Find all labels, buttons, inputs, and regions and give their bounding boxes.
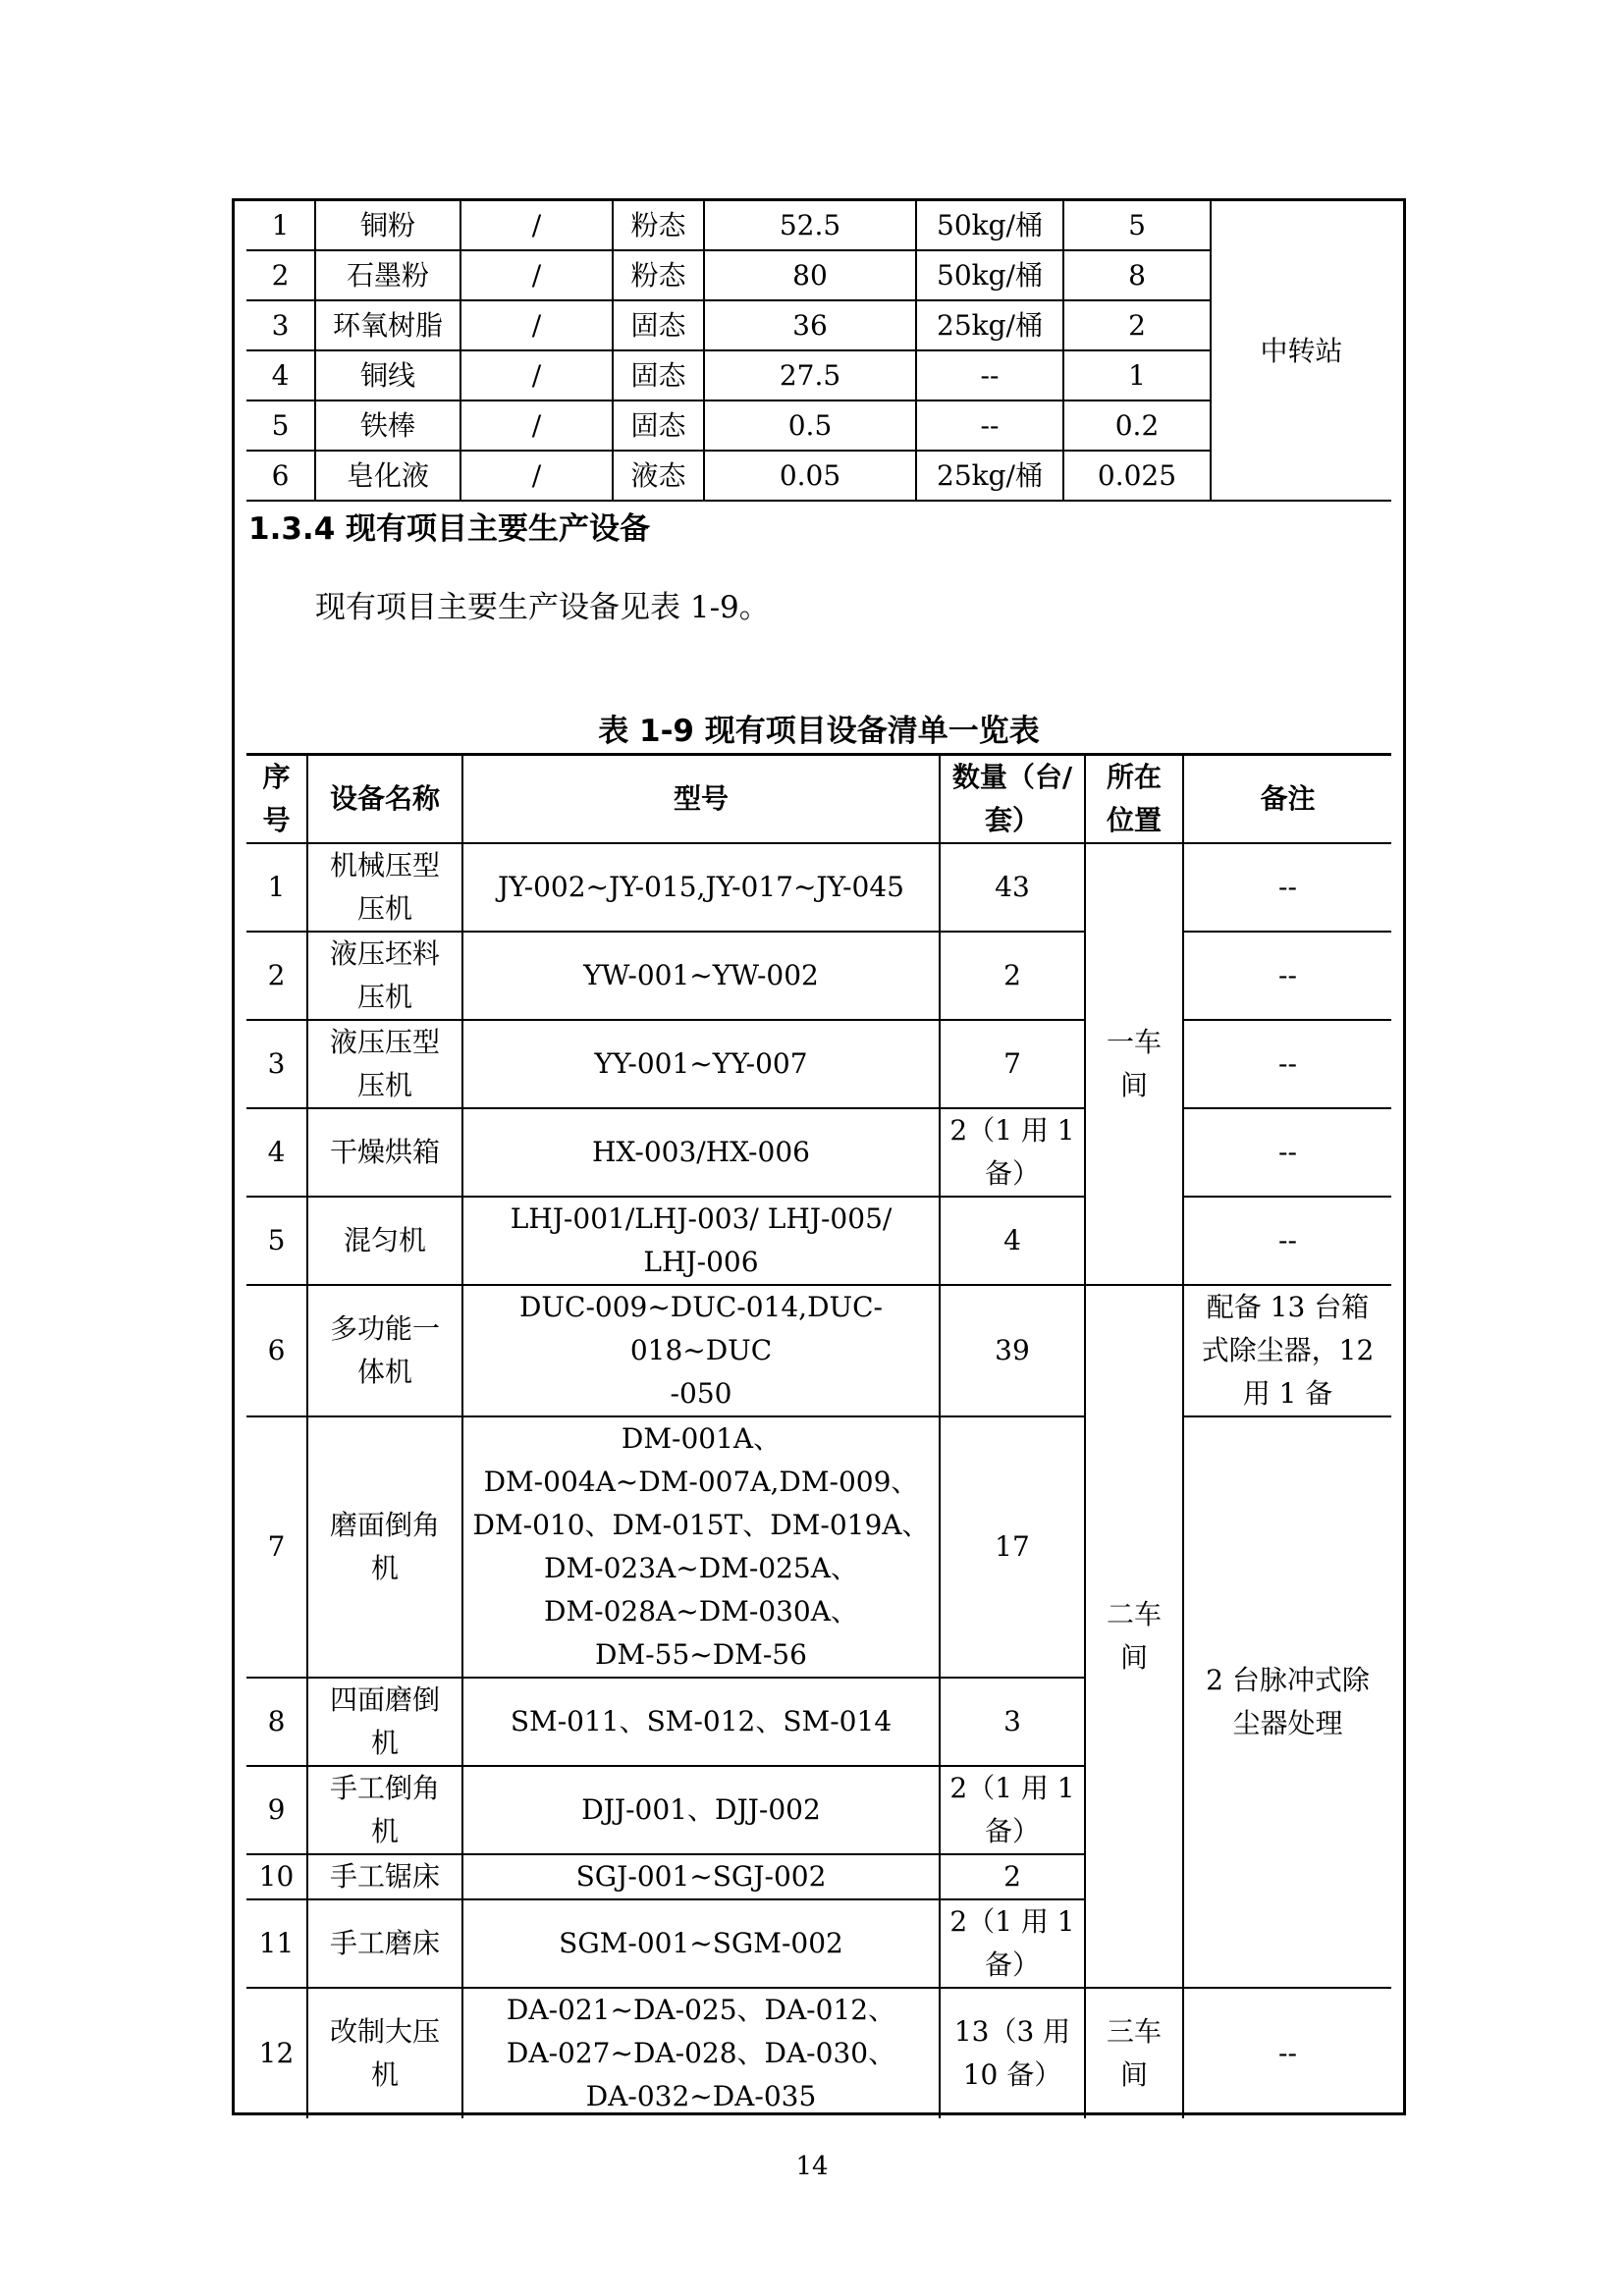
equipment-no-cell: 10 — [246, 1854, 307, 1899]
equipment-name-cell: 多功能一 体机 — [307, 1285, 462, 1416]
raw-material-table — [246, 201, 1391, 502]
material-state-cell: 固态 — [613, 300, 704, 350]
material-state-cell: 粉态 — [613, 250, 704, 300]
equipment-name-cell: 混匀机 — [307, 1197, 462, 1285]
material-name-cell: 石墨粉 — [315, 250, 460, 300]
material-spec-cell: / — [460, 451, 613, 501]
equipment-model-cell: LHJ-001/LHJ-003/ LHJ-005/ LHJ-006 — [462, 1197, 940, 1285]
material-name-cell: 皂化液 — [315, 451, 460, 501]
storage-location-cell: 中转站 — [1211, 201, 1391, 501]
equipment-no-cell: 6 — [246, 1285, 307, 1416]
equipment-name-cell: 液压坯料 压机 — [307, 932, 462, 1020]
equipment-name-cell: 手工锯床 — [307, 1854, 462, 1899]
equipment-name-cell: 干燥烘箱 — [307, 1108, 462, 1197]
material-pack-cell: 25kg/桶 — [916, 451, 1063, 501]
material-pack-cell: 50kg/桶 — [916, 250, 1063, 300]
material-pack-cell: -- — [916, 400, 1063, 451]
material-amount-cell: 0.05 — [704, 451, 916, 501]
material-name-cell: 铜线 — [315, 350, 460, 400]
equipment-qty-cell: 7 — [940, 1020, 1085, 1108]
material-amount-cell: 36 — [704, 300, 916, 350]
equipment-name-cell: 磨面倒角 机 — [307, 1416, 462, 1678]
header-location: 所在 位置 — [1085, 756, 1183, 843]
table-row — [246, 843, 1391, 932]
equipment-qty-cell: 39 — [940, 1285, 1085, 1416]
table-row — [246, 1197, 1391, 1285]
header-note: 备注 — [1183, 756, 1391, 843]
table-row — [246, 1285, 1391, 1416]
equipment-qty-cell: 3 — [940, 1678, 1085, 1766]
material-spec-cell: / — [460, 300, 613, 350]
location-cell: 三车 间 — [1085, 1988, 1183, 2118]
equipment-no-cell: 8 — [246, 1678, 307, 1766]
equipment-qty-cell: 2（1 用 1 备） — [940, 1108, 1085, 1197]
material-spec-cell: / — [460, 350, 613, 400]
equipment-no-cell: 3 — [246, 1020, 307, 1108]
equipment-name-cell: 液压压型 压机 — [307, 1020, 462, 1108]
material-pack-cell: -- — [916, 350, 1063, 400]
table-title: 表 1-9 现有项目设备清单一览表 — [598, 714, 1040, 749]
material-no-cell: 4 — [246, 350, 315, 400]
page-frame — [232, 198, 1406, 2115]
material-name-cell: 铜粉 — [315, 201, 460, 250]
header-row — [246, 756, 1391, 843]
note-cell: 配备 13 台箱 式除尘器，12 用 1 备 — [1183, 1285, 1391, 1416]
material-max-cell: 1 — [1063, 350, 1211, 400]
equipment-model-cell: SM-011、SM-012、SM-014 — [462, 1678, 940, 1766]
equipment-no-cell: 9 — [246, 1766, 307, 1854]
equipment-qty-cell: 4 — [940, 1197, 1085, 1285]
equipment-qty-cell: 13（3 用 10 备） — [940, 1988, 1085, 2118]
equipment-no-cell: 12 — [246, 1988, 307, 2118]
material-spec-cell: / — [460, 201, 613, 250]
table-row — [246, 1416, 1391, 1678]
header-name: 设备名称 — [307, 756, 462, 843]
table-row — [246, 1020, 1391, 1108]
material-no-cell: 6 — [246, 451, 315, 501]
equipment-model-cell: HX-003/HX-006 — [462, 1108, 940, 1197]
material-max-cell: 5 — [1063, 201, 1211, 250]
material-pack-cell: 25kg/桶 — [916, 300, 1063, 350]
material-no-cell: 3 — [246, 300, 315, 350]
equipment-model-cell: JY-002~JY-015,JY-017~JY-045 — [462, 843, 940, 932]
header-qty: 数量（台/ 套） — [940, 756, 1085, 843]
material-amount-cell: 52.5 — [704, 201, 916, 250]
equipment-model-cell: SGJ-001~SGJ-002 — [462, 1854, 940, 1899]
equipment-no-cell: 4 — [246, 1108, 307, 1197]
equipment-qty-cell: 2（1 用 1 备） — [940, 1766, 1085, 1854]
material-spec-cell: / — [460, 250, 613, 300]
material-max-cell: 8 — [1063, 250, 1211, 300]
material-amount-cell: 27.5 — [704, 350, 916, 400]
equipment-name-cell: 机械压型 压机 — [307, 843, 462, 932]
equipment-no-cell: 11 — [246, 1899, 307, 1988]
header-model: 型号 — [462, 756, 940, 843]
material-max-cell: 0.025 — [1063, 451, 1211, 501]
section-paragraph: 现有项目主要生产设备见表 1-9。 — [315, 590, 770, 625]
equipment-no-cell: 1 — [246, 843, 307, 932]
material-amount-cell: 80 — [704, 250, 916, 300]
material-spec-cell: / — [460, 400, 613, 451]
header-no: 序 号 — [246, 756, 307, 843]
material-no-cell: 2 — [246, 250, 315, 300]
equipment-model-cell: DA-021~DA-025、DA-012、 DA-027~DA-028、DA-030、 DA-032~DA-035 — [462, 1988, 940, 2118]
material-no-cell: 5 — [246, 400, 315, 451]
note-cell: 2 台脉冲式除 尘器处理 — [1183, 1416, 1391, 1988]
note-cell: -- — [1183, 1108, 1391, 1197]
note-cell: -- — [1183, 1197, 1391, 1285]
material-name-cell: 环氧树脂 — [315, 300, 460, 350]
equipment-model-cell: DUC-009~DUC-014,DUC-018~DUC -050 — [462, 1285, 940, 1416]
equipment-no-cell: 2 — [246, 932, 307, 1020]
equipment-name-cell: 四面磨倒 机 — [307, 1678, 462, 1766]
equipment-model-cell: DJJ-001、DJJ-002 — [462, 1766, 940, 1854]
equipment-table — [246, 756, 1391, 2118]
table-row — [246, 201, 1391, 250]
note-cell: -- — [1183, 932, 1391, 1020]
equipment-name-cell: 手工倒角 机 — [307, 1766, 462, 1854]
location-cell: 二车 间 — [1085, 1285, 1183, 1988]
equipment-qty-cell: 2（1 用 1 备） — [940, 1899, 1085, 1988]
material-state-cell: 液态 — [613, 451, 704, 501]
note-cell: -- — [1183, 843, 1391, 932]
equipment-name-cell: 手工磨床 — [307, 1899, 462, 1988]
material-state-cell: 粉态 — [613, 201, 704, 250]
equipment-no-cell: 7 — [246, 1416, 307, 1678]
note-cell: -- — [1183, 1020, 1391, 1108]
equipment-qty-cell: 2 — [940, 932, 1085, 1020]
material-max-cell: 0.2 — [1063, 400, 1211, 451]
material-state-cell: 固态 — [613, 400, 704, 451]
equipment-model-cell: YY-001~YY-007 — [462, 1020, 940, 1108]
material-pack-cell: 50kg/桶 — [916, 201, 1063, 250]
equipment-no-cell: 5 — [246, 1197, 307, 1285]
material-amount-cell: 0.5 — [704, 400, 916, 451]
material-max-cell: 2 — [1063, 300, 1211, 350]
location-cell: 一车 间 — [1085, 843, 1183, 1285]
equipment-qty-cell: 17 — [940, 1416, 1085, 1678]
table-row — [246, 932, 1391, 1020]
material-no-cell: 1 — [246, 201, 315, 250]
equipment-qty-cell: 43 — [940, 843, 1085, 932]
table-row — [246, 1108, 1391, 1197]
equipment-name-cell: 改制大压 机 — [307, 1988, 462, 2118]
table-row — [246, 1988, 1391, 2118]
material-name-cell: 铁棒 — [315, 400, 460, 451]
equipment-model-cell: YW-001~YW-002 — [462, 932, 940, 1020]
equipment-model-cell: SGM-001~SGM-002 — [462, 1899, 940, 1988]
note-cell: -- — [1183, 1988, 1391, 2118]
equipment-qty-cell: 2 — [940, 1854, 1085, 1899]
material-state-cell: 固态 — [613, 350, 704, 400]
equipment-model-cell: DM-001A、 DM-004A~DM-007A,DM-009、 DM-010、DM-015T、DM-019A、 DM-023A~DM-025A、 DM-028A~DM-030A、 DM-55~DM-56 — [462, 1416, 940, 1678]
page-number: 14 — [795, 2152, 829, 2181]
section-heading: 1.3.4 现有项目主要生产设备 — [248, 511, 651, 547]
